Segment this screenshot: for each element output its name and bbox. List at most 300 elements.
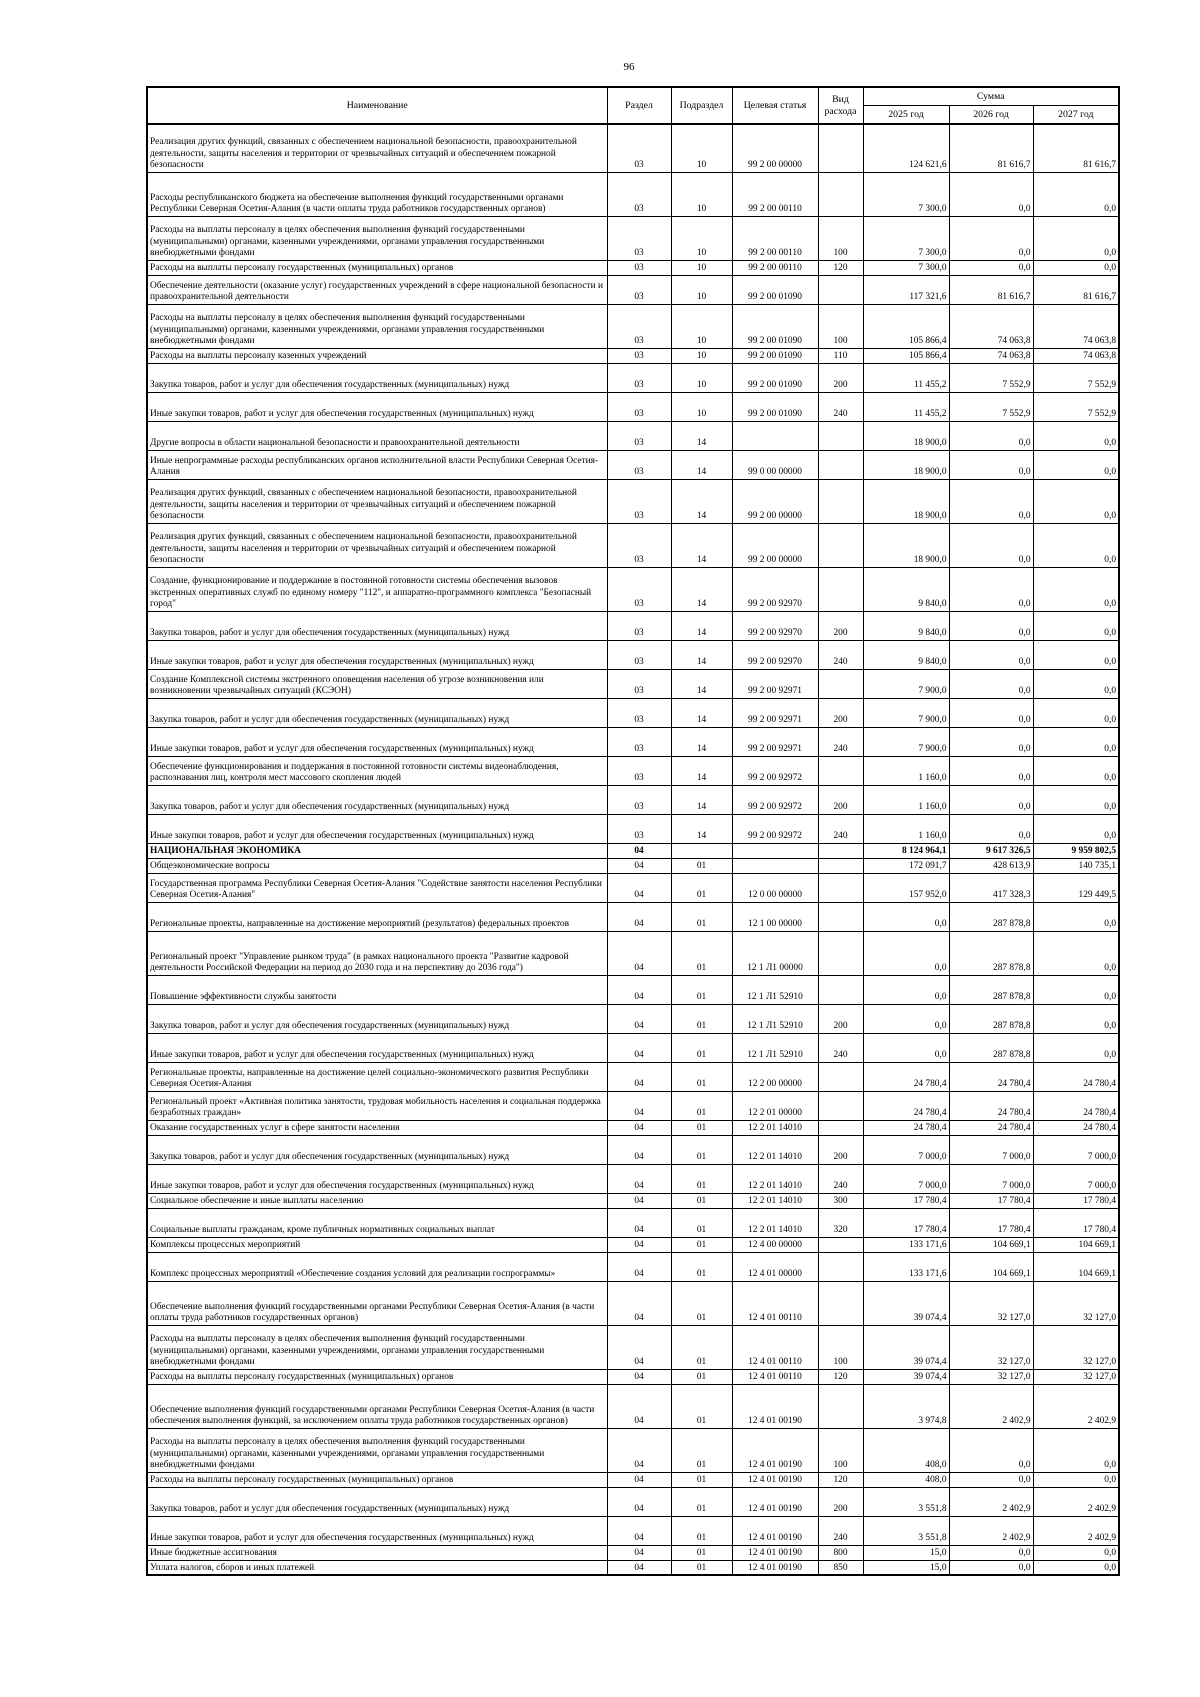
cell-sum-2027: 17 780,4	[1033, 1208, 1119, 1237]
cell-name: Государственная программа Республики Северная Осетия-Алания "Содействие занятости населения Республики Северная Осетия-Алания"	[147, 873, 607, 902]
table-body	[147, 124, 1119, 1575]
cell-sum-2026: 0,0	[949, 450, 1033, 479]
cell-vid	[818, 669, 863, 698]
cell-podrazdel: 01	[671, 1428, 732, 1472]
cell-razdel: 04	[607, 1428, 671, 1472]
cell-sum-2027: 24 780,4	[1033, 1091, 1119, 1120]
cell-sum-2026: 287 878,8	[949, 902, 1033, 931]
cell-vid	[818, 873, 863, 902]
cell-razdel: 03	[607, 727, 671, 756]
cell-razdel: 04	[607, 1193, 671, 1208]
cell-sum-2025: 1 160,0	[863, 756, 949, 785]
cell-vid	[818, 1237, 863, 1252]
cell-podrazdel: 14	[671, 669, 732, 698]
cell-vid: 320	[818, 1208, 863, 1237]
cell-razdel: 03	[607, 421, 671, 450]
cell-vid	[818, 450, 863, 479]
header-name: Наименование	[147, 87, 607, 124]
cell-razdel: 04	[607, 902, 671, 931]
cell-target: 99 2 00 92971	[732, 727, 818, 756]
table-row	[147, 785, 1119, 814]
table-row	[147, 216, 1119, 260]
cell-sum-2027: 32 127,0	[1033, 1325, 1119, 1369]
cell-sum-2025: 3 974,8	[863, 1384, 949, 1428]
cell-razdel: 03	[607, 348, 671, 363]
cell-name: Закупка товаров, работ и услуг для обеспечения государственных (муниципальных) нужд	[147, 1004, 607, 1033]
cell-podrazdel: 01	[671, 975, 732, 1004]
cell-sum-2025: 11 455,2	[863, 392, 949, 421]
cell-sum-2027: 0,0	[1033, 260, 1119, 275]
cell-sum-2025: 18 900,0	[863, 421, 949, 450]
table-row	[147, 363, 1119, 392]
cell-vid	[818, 1252, 863, 1281]
cell-sum-2026: 0,0	[949, 611, 1033, 640]
cell-podrazdel: 01	[671, 858, 732, 873]
cell-podrazdel: 01	[671, 873, 732, 902]
cell-podrazdel: 10	[671, 363, 732, 392]
table-row	[147, 479, 1119, 523]
cell-target: 99 0 00 00000	[732, 450, 818, 479]
cell-razdel: 04	[607, 975, 671, 1004]
cell-sum-2027: 32 127,0	[1033, 1369, 1119, 1384]
cell-sum-2026: 0,0	[949, 523, 1033, 567]
cell-razdel: 03	[607, 611, 671, 640]
cell-sum-2026: 7 552,9	[949, 363, 1033, 392]
cell-sum-2025: 124 621,6	[863, 124, 949, 172]
cell-vid: 200	[818, 363, 863, 392]
cell-sum-2026: 0,0	[949, 698, 1033, 727]
cell-razdel: 04	[607, 858, 671, 873]
cell-podrazdel: 01	[671, 1516, 732, 1545]
cell-sum-2026: 2 402,9	[949, 1487, 1033, 1516]
cell-target: 12 1 00 00000	[732, 902, 818, 931]
table-row	[147, 1252, 1119, 1281]
cell-target: 12 1 Л1 52910	[732, 1004, 818, 1033]
cell-razdel: 04	[607, 1516, 671, 1545]
table-row	[147, 304, 1119, 348]
cell-sum-2027: 104 669,1	[1033, 1252, 1119, 1281]
table-row	[147, 1193, 1119, 1208]
header-sum: Сумма	[863, 87, 1119, 105]
cell-sum-2026: 287 878,8	[949, 975, 1033, 1004]
cell-name: Иные закупки товаров, работ и услуг для обеспечения государственных (муниципальных) нужд	[147, 392, 607, 421]
cell-sum-2026: 0,0	[949, 172, 1033, 216]
cell-razdel: 03	[607, 392, 671, 421]
cell-name: Закупка товаров, работ и услуг для обеспечения государственных (муниципальных) нужд	[147, 1487, 607, 1516]
header-podrazdel: Подраздел	[671, 87, 732, 124]
cell-sum-2026: 81 616,7	[949, 124, 1033, 172]
table-row	[147, 756, 1119, 785]
cell-razdel: 03	[607, 363, 671, 392]
cell-target: 12 4 01 00190	[732, 1560, 818, 1575]
cell-sum-2026: 7 552,9	[949, 392, 1033, 421]
cell-sum-2027: 0,0	[1033, 523, 1119, 567]
cell-vid: 100	[818, 216, 863, 260]
cell-sum-2027: 2 402,9	[1033, 1384, 1119, 1428]
table-row	[147, 1004, 1119, 1033]
cell-sum-2027: 0,0	[1033, 421, 1119, 450]
cell-razdel: 04	[607, 1208, 671, 1237]
cell-name: Иные закупки товаров, работ и услуг для обеспечения государственных (муниципальных) нужд	[147, 814, 607, 843]
cell-name: Закупка товаров, работ и услуг для обеспечения государственных (муниципальных) нужд	[147, 363, 607, 392]
cell-razdel: 03	[607, 304, 671, 348]
cell-sum-2025: 0,0	[863, 931, 949, 975]
cell-sum-2026: 0,0	[949, 1472, 1033, 1487]
cell-target	[732, 843, 818, 858]
cell-sum-2025: 157 952,0	[863, 873, 949, 902]
header-razdel: Раздел	[607, 87, 671, 124]
cell-target: 12 4 01 00000	[732, 1252, 818, 1281]
table-header	[147, 87, 1119, 124]
cell-name: Расходы на выплаты персоналу в целях обеспечения выполнения функций государственными (муниципальными) органами, казенными учреждениями, органами управления государственными внебюджетными фондами	[147, 216, 607, 260]
cell-razdel: 04	[607, 1252, 671, 1281]
cell-razdel: 04	[607, 1091, 671, 1120]
cell-target: 12 2 00 00000	[732, 1062, 818, 1091]
cell-name: Иные закупки товаров, работ и услуг для обеспечения государственных (муниципальных) нужд	[147, 1516, 607, 1545]
cell-name: Обеспечение деятельности (оказание услуг) государственных учреждений в сфере национальной безопасности и правоохранительной деятельности	[147, 275, 607, 304]
cell-podrazdel: 14	[671, 785, 732, 814]
cell-vid: 800	[818, 1545, 863, 1560]
cell-vid: 120	[818, 1472, 863, 1487]
cell-vid: 120	[818, 1369, 863, 1384]
cell-target	[732, 421, 818, 450]
table-row	[147, 814, 1119, 843]
cell-name: Расходы на выплаты персоналу в целях обеспечения выполнения функций государственными (муниципальными) органами, казенными учреждениями, органами управления государственными внебюджетными фондами	[147, 1428, 607, 1472]
cell-sum-2025: 39 074,4	[863, 1369, 949, 1384]
table-row	[147, 1516, 1119, 1545]
cell-podrazdel: 14	[671, 523, 732, 567]
cell-target: 12 2 01 14010	[732, 1193, 818, 1208]
cell-sum-2026: 32 127,0	[949, 1325, 1033, 1369]
cell-sum-2025: 8 124 964,1	[863, 843, 949, 858]
table-row	[147, 1164, 1119, 1193]
cell-razdel: 04	[607, 1472, 671, 1487]
table-row	[147, 1487, 1119, 1516]
cell-podrazdel: 10	[671, 260, 732, 275]
cell-podrazdel: 14	[671, 756, 732, 785]
cell-razdel: 03	[607, 669, 671, 698]
cell-target: 12 0 00 00000	[732, 873, 818, 902]
cell-name: Иные непрограммные расходы республиканских органов исполнительной власти Республики Северная Осетия-Алания	[147, 450, 607, 479]
cell-razdel: 03	[607, 260, 671, 275]
cell-vid: 100	[818, 304, 863, 348]
cell-sum-2026: 104 669,1	[949, 1237, 1033, 1252]
cell-name: Обеспечение функционирования и поддержания в постоянной готовности системы видеонаблюдения, распознавания лиц, контроля мест массового скопления людей	[147, 756, 607, 785]
cell-sum-2027: 0,0	[1033, 1545, 1119, 1560]
cell-name: Создание, функционирование и поддержание в постоянной готовности системы обеспечения вызовов экстренных оперативных служб по единому номеру "112", и аппаратно-программного комплекса "Безопасный город"	[147, 567, 607, 611]
cell-vid: 240	[818, 1033, 863, 1062]
cell-razdel: 03	[607, 450, 671, 479]
cell-name: Расходы на выплаты персоналу государственных (муниципальных) органов	[147, 1369, 607, 1384]
cell-podrazdel: 14	[671, 727, 732, 756]
cell-razdel: 03	[607, 698, 671, 727]
cell-name: Расходы на выплаты персоналу казенных учреждений	[147, 348, 607, 363]
cell-podrazdel: 01	[671, 1545, 732, 1560]
cell-sum-2026: 0,0	[949, 727, 1033, 756]
table-row	[147, 172, 1119, 216]
table-row	[147, 843, 1119, 858]
table-row	[147, 124, 1119, 172]
cell-vid	[818, 843, 863, 858]
cell-sum-2025: 17 780,4	[863, 1208, 949, 1237]
cell-vid	[818, 1281, 863, 1325]
cell-sum-2026: 32 127,0	[949, 1369, 1033, 1384]
cell-name: Региональные проекты, направленные на достижение мероприятий (результатов) федеральных проектов	[147, 902, 607, 931]
header-year-2026: 2026 год	[949, 105, 1033, 124]
cell-sum-2027: 32 127,0	[1033, 1281, 1119, 1325]
cell-podrazdel: 01	[671, 1091, 732, 1120]
cell-vid	[818, 567, 863, 611]
cell-vid	[818, 421, 863, 450]
cell-vid	[818, 523, 863, 567]
cell-target: 12 2 01 14010	[732, 1208, 818, 1237]
cell-sum-2027: 0,0	[1033, 814, 1119, 843]
table-row	[147, 523, 1119, 567]
cell-name: Расходы на выплаты персоналу государственных (муниципальных) органов	[147, 260, 607, 275]
cell-vid: 240	[818, 814, 863, 843]
cell-podrazdel: 01	[671, 1384, 732, 1428]
cell-sum-2027: 0,0	[1033, 1004, 1119, 1033]
cell-podrazdel: 01	[671, 1120, 732, 1135]
cell-sum-2027: 0,0	[1033, 902, 1119, 931]
cell-vid: 850	[818, 1560, 863, 1575]
cell-target: 12 4 00 00000	[732, 1237, 818, 1252]
cell-sum-2026: 0,0	[949, 479, 1033, 523]
cell-sum-2025: 7 000,0	[863, 1135, 949, 1164]
cell-sum-2027: 0,0	[1033, 1560, 1119, 1575]
table-row	[147, 1208, 1119, 1237]
cell-podrazdel: 01	[671, 1237, 732, 1252]
cell-sum-2026: 0,0	[949, 785, 1033, 814]
cell-sum-2027: 0,0	[1033, 669, 1119, 698]
cell-sum-2025: 7 000,0	[863, 1164, 949, 1193]
cell-name: Региональный проект «Активная политика занятости, трудовая мобильность населения и социальная поддержка безработных граждан»	[147, 1091, 607, 1120]
cell-sum-2025: 9 840,0	[863, 640, 949, 669]
cell-sum-2027: 74 063,8	[1033, 348, 1119, 363]
cell-sum-2025: 0,0	[863, 1004, 949, 1033]
cell-podrazdel: 01	[671, 931, 732, 975]
cell-sum-2027: 104 669,1	[1033, 1237, 1119, 1252]
cell-name: Закупка товаров, работ и услуг для обеспечения государственных (муниципальных) нужд	[147, 611, 607, 640]
cell-sum-2026: 104 669,1	[949, 1252, 1033, 1281]
cell-name: Расходы на выплаты персоналу государственных (муниципальных) органов	[147, 1472, 607, 1487]
cell-sum-2025: 105 866,4	[863, 304, 949, 348]
cell-sum-2026: 0,0	[949, 669, 1033, 698]
cell-sum-2025: 39 074,4	[863, 1281, 949, 1325]
table-row	[147, 348, 1119, 363]
cell-podrazdel: 14	[671, 567, 732, 611]
cell-razdel: 04	[607, 1560, 671, 1575]
cell-name: Расходы на выплаты персоналу в целях обеспечения выполнения функций государственными (муниципальными) органами, казенными учреждениями, органами управления государственными внебюджетными фондами	[147, 1325, 607, 1369]
cell-sum-2025: 133 171,6	[863, 1237, 949, 1252]
cell-razdel: 04	[607, 1384, 671, 1428]
cell-sum-2025: 18 900,0	[863, 450, 949, 479]
cell-podrazdel	[671, 843, 732, 858]
cell-sum-2026: 7 000,0	[949, 1164, 1033, 1193]
cell-sum-2026: 0,0	[949, 814, 1033, 843]
cell-sum-2027: 0,0	[1033, 172, 1119, 216]
table-row	[147, 275, 1119, 304]
cell-target: 99 2 00 00000	[732, 124, 818, 172]
cell-vid: 240	[818, 640, 863, 669]
cell-sum-2025: 0,0	[863, 1033, 949, 1062]
cell-name: Региональный проект "Управление рынком труда" (в рамках национального проекта "Развитие кадровой деятельности Российской Федерации на период до 2030 года и на перспективу до 2036 года")	[147, 931, 607, 975]
cell-sum-2026: 417 328,3	[949, 873, 1033, 902]
table-row	[147, 1033, 1119, 1062]
cell-razdel: 03	[607, 275, 671, 304]
cell-target: 12 4 01 00190	[732, 1516, 818, 1545]
cell-name: Общеэкономические вопросы	[147, 858, 607, 873]
table-row	[147, 1428, 1119, 1472]
cell-razdel: 03	[607, 785, 671, 814]
table-row	[147, 698, 1119, 727]
cell-target: 99 2 00 01090	[732, 304, 818, 348]
table-row	[147, 1135, 1119, 1164]
cell-sum-2027: 0,0	[1033, 450, 1119, 479]
cell-target: 99 2 00 00110	[732, 260, 818, 275]
cell-target: 12 2 01 00000	[732, 1091, 818, 1120]
table-row	[147, 669, 1119, 698]
cell-sum-2026: 74 063,8	[949, 304, 1033, 348]
cell-sum-2025: 3 551,8	[863, 1516, 949, 1545]
cell-name: Социальные выплаты гражданам, кроме публичных нормативных социальных выплат	[147, 1208, 607, 1237]
cell-vid	[818, 902, 863, 931]
cell-podrazdel: 01	[671, 1252, 732, 1281]
cell-sum-2025: 105 866,4	[863, 348, 949, 363]
header-target: Целевая статья	[732, 87, 818, 124]
cell-razdel: 04	[607, 843, 671, 858]
cell-sum-2027: 7 000,0	[1033, 1164, 1119, 1193]
cell-vid: 200	[818, 611, 863, 640]
cell-sum-2027: 7 000,0	[1033, 1135, 1119, 1164]
cell-sum-2026: 0,0	[949, 640, 1033, 669]
cell-target: 99 2 00 92970	[732, 611, 818, 640]
cell-vid: 100	[818, 1428, 863, 1472]
cell-vid: 200	[818, 1004, 863, 1033]
cell-target: 12 1 Л1 52910	[732, 1033, 818, 1062]
table-row	[147, 727, 1119, 756]
cell-sum-2025: 39 074,4	[863, 1325, 949, 1369]
cell-sum-2025: 0,0	[863, 975, 949, 1004]
cell-podrazdel: 14	[671, 479, 732, 523]
cell-podrazdel: 01	[671, 1325, 732, 1369]
cell-sum-2026: 287 878,8	[949, 931, 1033, 975]
cell-target: 12 2 01 14010	[732, 1135, 818, 1164]
cell-name: Реализация других функций, связанных с обеспечением национальной безопасности, правоохранительной деятельности, защиты населения и территории от чрезвычайных ситуаций и обеспечением пожарной безопасности	[147, 523, 607, 567]
cell-sum-2026: 287 878,8	[949, 1004, 1033, 1033]
cell-name: Расходы на выплаты персоналу в целях обеспечения выполнения функций государственными (муниципальными) органами, казенными учреждениями, органами управления государственными внебюджетными фондами	[147, 304, 607, 348]
cell-name: Иные закупки товаров, работ и услуг для обеспечения государственных (муниципальных) нужд	[147, 1033, 607, 1062]
cell-razdel: 03	[607, 814, 671, 843]
cell-podrazdel: 10	[671, 172, 732, 216]
cell-razdel: 04	[607, 1325, 671, 1369]
table-row	[147, 1091, 1119, 1120]
cell-podrazdel: 10	[671, 348, 732, 363]
cell-razdel: 04	[607, 1487, 671, 1516]
cell-target: 12 2 01 14010	[732, 1164, 818, 1193]
cell-sum-2026: 0,0	[949, 260, 1033, 275]
cell-podrazdel: 01	[671, 1135, 732, 1164]
cell-sum-2027: 0,0	[1033, 975, 1119, 1004]
cell-sum-2025: 24 780,4	[863, 1091, 949, 1120]
cell-sum-2026: 428 613,9	[949, 858, 1033, 873]
table-row	[147, 1545, 1119, 1560]
cell-sum-2026: 7 000,0	[949, 1135, 1033, 1164]
cell-podrazdel: 01	[671, 1487, 732, 1516]
cell-target: 12 4 01 00110	[732, 1325, 818, 1369]
cell-sum-2025: 11 455,2	[863, 363, 949, 392]
cell-podrazdel: 14	[671, 421, 732, 450]
cell-sum-2025: 24 780,4	[863, 1120, 949, 1135]
cell-sum-2025: 15,0	[863, 1560, 949, 1575]
cell-name: Комплекс процессных мероприятий «Обеспечение создания условий для реализации госпрограммы»	[147, 1252, 607, 1281]
cell-vid	[818, 124, 863, 172]
cell-target: 99 2 00 00000	[732, 479, 818, 523]
cell-razdel: 03	[607, 756, 671, 785]
cell-razdel: 04	[607, 931, 671, 975]
cell-podrazdel: 14	[671, 450, 732, 479]
cell-vid: 240	[818, 1164, 863, 1193]
cell-vid: 240	[818, 392, 863, 421]
cell-sum-2025: 24 780,4	[863, 1062, 949, 1091]
cell-name: Уплата налогов, сборов и иных платежей	[147, 1560, 607, 1575]
cell-podrazdel: 01	[671, 902, 732, 931]
cell-sum-2025: 7 900,0	[863, 727, 949, 756]
cell-podrazdel: 10	[671, 216, 732, 260]
cell-podrazdel: 01	[671, 1472, 732, 1487]
cell-sum-2025: 7 900,0	[863, 698, 949, 727]
cell-name: Иные закупки товаров, работ и услуг для обеспечения государственных (муниципальных) нужд	[147, 640, 607, 669]
cell-target: 12 4 01 00190	[732, 1472, 818, 1487]
cell-target: 12 4 01 00110	[732, 1369, 818, 1384]
cell-podrazdel: 10	[671, 275, 732, 304]
cell-sum-2026: 2 402,9	[949, 1516, 1033, 1545]
cell-sum-2027: 24 780,4	[1033, 1120, 1119, 1135]
cell-sum-2026: 24 780,4	[949, 1062, 1033, 1091]
cell-vid	[818, 479, 863, 523]
cell-sum-2025: 17 780,4	[863, 1193, 949, 1208]
cell-target	[732, 858, 818, 873]
cell-podrazdel: 01	[671, 1033, 732, 1062]
cell-sum-2027: 129 449,5	[1033, 873, 1119, 902]
cell-sum-2025: 408,0	[863, 1472, 949, 1487]
cell-sum-2027: 74 063,8	[1033, 304, 1119, 348]
cell-sum-2027: 0,0	[1033, 931, 1119, 975]
cell-sum-2025: 18 900,0	[863, 523, 949, 567]
cell-sum-2026: 24 780,4	[949, 1091, 1033, 1120]
cell-sum-2027: 17 780,4	[1033, 1193, 1119, 1208]
cell-sum-2026: 74 063,8	[949, 348, 1033, 363]
cell-sum-2025: 1 160,0	[863, 785, 949, 814]
cell-sum-2027: 0,0	[1033, 611, 1119, 640]
cell-razdel: 03	[607, 124, 671, 172]
cell-podrazdel: 14	[671, 814, 732, 843]
cell-target: 99 2 00 01090	[732, 348, 818, 363]
cell-sum-2027: 0,0	[1033, 567, 1119, 611]
cell-name: Комплексы процессных мероприятий	[147, 1237, 607, 1252]
table-row	[147, 611, 1119, 640]
table-row	[147, 260, 1119, 275]
cell-podrazdel: 14	[671, 640, 732, 669]
cell-sum-2026: 0,0	[949, 421, 1033, 450]
cell-target: 99 2 00 92970	[732, 567, 818, 611]
cell-sum-2027: 7 552,9	[1033, 363, 1119, 392]
cell-razdel: 04	[607, 1120, 671, 1135]
table-row	[147, 975, 1119, 1004]
table-row	[147, 1120, 1119, 1135]
cell-sum-2027: 0,0	[1033, 727, 1119, 756]
cell-sum-2027: 81 616,7	[1033, 124, 1119, 172]
